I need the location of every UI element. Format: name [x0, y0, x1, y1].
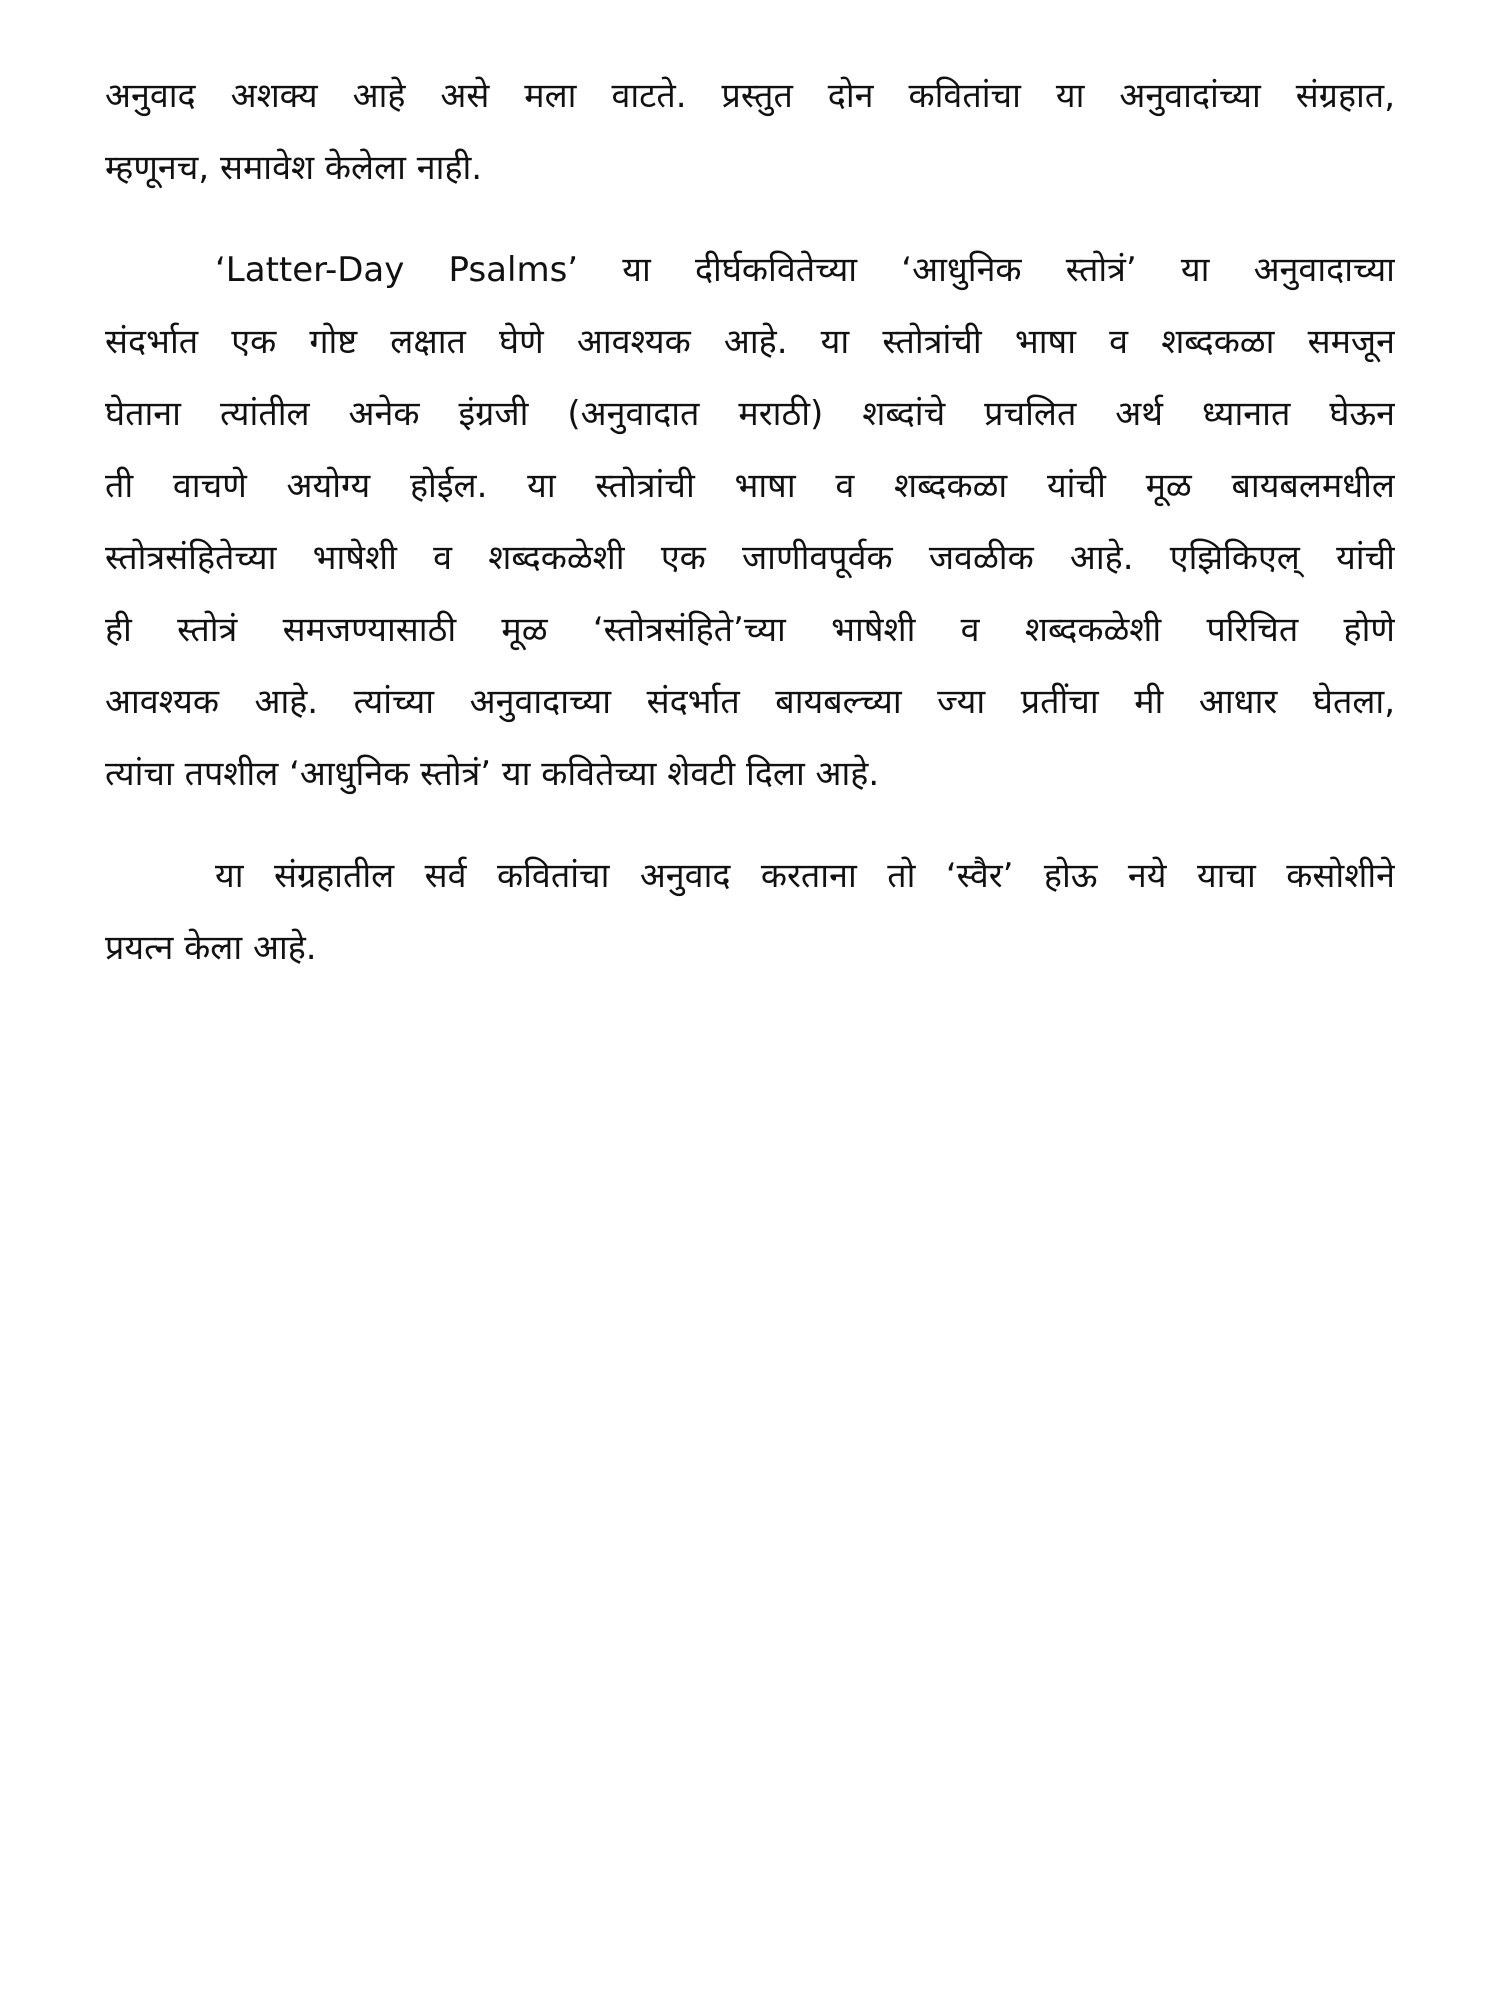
text-line: म्हणूनच, समावेश केलेला नाही. — [105, 148, 483, 188]
text-line: अनुवाद अशक्य आहे असे मला वाटते. प्रस्तुत दोन कवितांचा या अनुवादांच्या संग्रहात, — [105, 76, 1395, 116]
text-line: त्यांचा तपशील ‘आधुनिक स्तोत्रं’ या कवितेच्या शेवटी दिला आहे. — [105, 754, 880, 794]
text-line: स्तोत्रसंहितेच्या भाषेशी व शब्दकळेशी एक जाणीवपूर्वक जवळीक आहे. एझिकिएल् यांची — [105, 538, 1395, 578]
text-line: संदर्भात एक गोष्ट लक्षात घेणे आवश्यक आहे. या स्तोत्रांची भाषा व शब्दकळा समजून — [105, 322, 1395, 362]
text-line: ही स्तोत्रं समजण्यासाठी मूळ ‘स्तोत्रसंहिते’च्या भाषेशी व शब्दकळेशी परिचित होणे — [105, 610, 1395, 650]
text-line: प्रयत्न केला आहे. — [105, 928, 317, 968]
paragraph-3 — [105, 840, 1395, 984]
text-line: आवश्यक आहे. त्यांच्या अनुवादाच्या संदर्भात बायबल्च्या ज्या प्रतींचा मी आधार घेतला, — [105, 682, 1395, 722]
paragraph-2 — [105, 234, 1395, 810]
body-text — [105, 60, 1395, 984]
text-line: ती वाचणे अयोग्य होईल. या स्तोत्रांची भाषा व शब्दकळा यांची मूळ बायबलमधील — [105, 466, 1395, 506]
paragraph-1 — [105, 60, 1395, 204]
text-line: या संग्रहातील सर्व कवितांचा अनुवाद करताना तो ‘स्वैर’ होऊ नये याचा कसोशीने — [215, 856, 1395, 896]
text-line: ‘Latter-Day Psalms’ या दीर्घकवितेच्या ‘आधुनिक स्तोत्रं’ या अनुवादाच्या — [215, 250, 1395, 290]
text-line: घेताना त्यांतील अनेक इंग्रजी (अनुवादात मराठी) शब्दांचे प्रचलित अर्थ ध्यानात घेऊन — [105, 394, 1395, 434]
